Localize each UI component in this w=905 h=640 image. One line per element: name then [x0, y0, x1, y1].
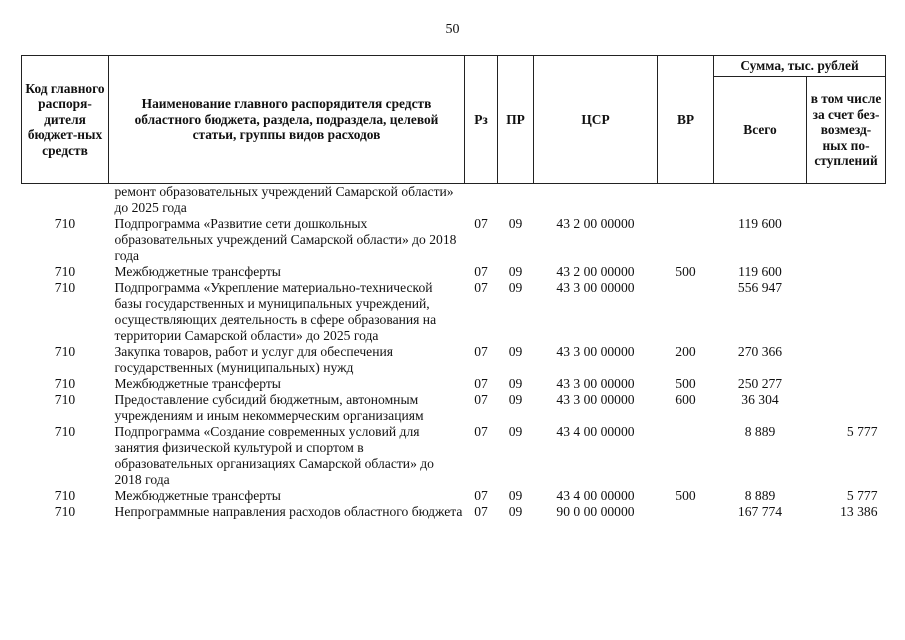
name-cell: ремонт образовательных учреждений Самарской области» до 2025 года	[114, 184, 454, 215]
name-cell: Подпрограмма «Развитие сети дошкольных образовательных учреждений Самарской области» до 2018 года	[114, 216, 457, 263]
free-cell	[807, 280, 886, 344]
vr-cell	[658, 184, 714, 217]
vr-cell: 500	[675, 376, 696, 391]
pr-cell: 09	[508, 424, 523, 439]
free-cell	[807, 392, 886, 424]
code-cell: 710	[54, 392, 76, 407]
free-cell: 5 777	[846, 424, 878, 439]
vr-cell	[658, 216, 714, 264]
rz-cell: 07	[474, 344, 488, 359]
vr-cell	[658, 504, 714, 520]
table-header	[22, 56, 886, 184]
csr-cell: 43 3 00 00000	[556, 280, 635, 295]
header-total: Всего	[714, 77, 807, 184]
page-number: 50	[445, 22, 460, 37]
code-cell: 710	[54, 504, 76, 519]
name-cell: Подпрограмма «Создание современных условий для занятия физической культурой и спортом в образовательных организациях Самарской области» до 2018 года	[114, 424, 434, 487]
header-pr: ПР	[498, 56, 534, 184]
budget-table	[21, 55, 886, 520]
csr-cell: 43 4 00 00000	[556, 488, 635, 503]
total-cell: 119 600	[738, 216, 782, 231]
pr-cell: 09	[508, 376, 523, 391]
rz-cell: 07	[474, 424, 488, 439]
table-body	[22, 184, 886, 521]
free-cell	[807, 216, 886, 264]
header-sum: Сумма, тыс. рублей	[714, 56, 886, 77]
rz-cell: 07	[474, 264, 488, 279]
csr-cell: 90 0 00 00000	[556, 504, 635, 519]
pr-cell: 09	[508, 392, 523, 407]
table-row	[22, 504, 886, 520]
rz-cell: 07	[474, 216, 488, 231]
total-cell: 119 600	[738, 264, 782, 279]
code-cell: 710	[54, 376, 76, 391]
rz-cell: 07	[474, 488, 488, 503]
name-cell: Предоставление субсидий бюджетным, автономным учреждениям и иным некоммерческим организациям	[114, 392, 424, 423]
total-cell: 250 277	[737, 376, 783, 391]
table-row	[22, 488, 886, 504]
rz-cell	[465, 184, 498, 217]
vr-cell: 500	[675, 264, 696, 279]
table-row	[22, 344, 886, 376]
name-cell: Межбюджетные трансферты	[114, 488, 281, 503]
vr-cell	[658, 280, 714, 344]
code-cell	[22, 184, 109, 217]
csr-cell: 43 4 00 00000	[556, 424, 635, 439]
name-cell: Межбюджетные трансферты	[114, 376, 281, 391]
pr-cell: 09	[508, 280, 523, 295]
header-code: Код главного распоря-дителя бюджет-ных средств	[22, 56, 109, 184]
total-cell: 556 947	[737, 280, 783, 295]
table-row	[22, 424, 886, 488]
free-cell: 5 777	[846, 488, 878, 503]
free-cell	[807, 184, 886, 217]
code-cell: 710	[54, 344, 76, 359]
total-cell: 270 366	[737, 344, 783, 359]
csr-cell	[534, 184, 658, 217]
pr-cell: 09	[508, 488, 523, 503]
free-cell	[807, 376, 886, 392]
pr-cell: 09	[508, 344, 523, 359]
csr-cell: 43 2 00 00000	[556, 264, 635, 279]
rz-cell: 07	[474, 376, 488, 391]
name-cell: Межбюджетные трансферты	[114, 264, 281, 279]
table-row	[22, 280, 886, 344]
pr-cell: 09	[508, 216, 523, 231]
total-cell: 36 304	[741, 392, 779, 407]
table-row	[22, 264, 886, 280]
csr-cell: 43 2 00 00000	[556, 216, 635, 231]
vr-cell: 500	[675, 488, 696, 503]
table-row	[22, 184, 886, 217]
pr-cell: 09	[508, 264, 523, 279]
csr-cell: 43 3 00 00000	[556, 392, 635, 407]
free-cell: 13 386	[840, 504, 878, 519]
table-row	[22, 392, 886, 424]
rz-cell: 07	[474, 392, 488, 407]
code-cell: 710	[54, 488, 76, 503]
total-cell: 8 889	[744, 424, 776, 439]
csr-cell: 43 3 00 00000	[556, 344, 635, 359]
pr-cell: 09	[508, 504, 523, 519]
header-csr: ЦСР	[534, 56, 658, 184]
name-cell: Непрограммные направления расходов областного бюджета	[114, 504, 463, 519]
pr-cell	[498, 184, 534, 217]
free-cell	[807, 344, 886, 376]
code-cell: 710	[54, 264, 76, 279]
header-rz: Рз	[465, 56, 498, 184]
name-cell: Подпрограмма «Укрепление материально-технической базы государственных и муниципальных учреждений, осуществляющих деятельность в сфере образования на территории Самарской области» до 2025 года	[114, 280, 437, 343]
vr-cell: 200	[675, 344, 696, 359]
rz-cell: 07	[474, 504, 488, 519]
code-cell: 710	[54, 280, 76, 295]
table-row	[22, 376, 886, 392]
vr-cell: 600	[675, 392, 696, 407]
name-cell: Закупка товаров, работ и услуг для обеспечения государственных (муниципальных) нужд	[114, 344, 393, 375]
total-cell	[714, 184, 807, 217]
table-row	[22, 216, 886, 264]
code-cell: 710	[54, 424, 76, 439]
csr-cell: 43 3 00 00000	[556, 376, 635, 391]
header-free: в том числе за счет без-возмезд-ных по-ступлений	[807, 77, 886, 184]
header-vr: ВР	[658, 56, 714, 184]
code-cell: 710	[54, 216, 76, 231]
total-cell: 167 774	[737, 504, 783, 519]
vr-cell	[658, 424, 714, 488]
total-cell: 8 889	[744, 488, 776, 503]
header-name: Наименование главного распорядителя средств областного бюджета, раздела, подраздела, целевой статьи, группы видов расходов	[109, 56, 465, 184]
rz-cell: 07	[474, 280, 488, 295]
free-cell	[807, 264, 886, 280]
